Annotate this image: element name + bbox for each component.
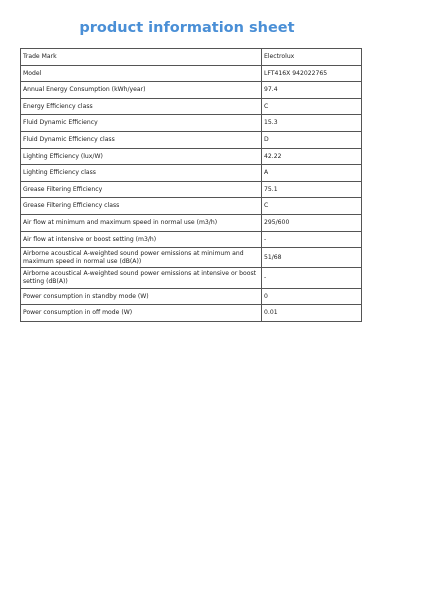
row-label: Energy Efficiency class (21, 98, 262, 115)
table-row (21, 268, 362, 288)
table-row (21, 82, 362, 99)
row-value: - (262, 268, 362, 288)
row-label: Grease Filtering Efficiency (21, 181, 262, 198)
row-value: 97.4 (262, 82, 362, 99)
row-label: Fluid Dynamic Efficiency (21, 115, 262, 132)
row-value: 295/600 (262, 214, 362, 231)
table-row (21, 198, 362, 215)
row-label: Airborne acoustical A-weighted sound power emissions at minimum and maximum speed in normal use (dB(A)) (21, 248, 262, 268)
row-value: 51/68 (262, 248, 362, 268)
row-label: Annual Energy Consumption (kWh/year) (21, 82, 262, 99)
row-value: - (262, 231, 362, 248)
table-row (21, 305, 362, 322)
row-label: Trade Mark (21, 49, 262, 66)
table-row (21, 181, 362, 198)
row-label: Grease Filtering Efficiency class (21, 198, 262, 215)
table-row (21, 131, 362, 148)
table-row (21, 165, 362, 182)
row-value: C (262, 198, 362, 215)
row-value: Electrolux (262, 49, 362, 66)
table-row (21, 98, 362, 115)
row-value: 42.22 (262, 148, 362, 165)
row-label: Lighting Efficiency class (21, 165, 262, 182)
row-value: 0.01 (262, 305, 362, 322)
row-label: Airborne acoustical A-weighted sound power emissions at intensive or boost setting (dB(A)) (21, 268, 262, 288)
row-label: Fluid Dynamic Efficiency class (21, 131, 262, 148)
row-value: LFT416X 942022765 (262, 65, 362, 82)
row-value: A (262, 165, 362, 182)
table-row (21, 115, 362, 132)
product-info-table (20, 48, 362, 322)
table-row (21, 148, 362, 165)
row-value: 0 (262, 288, 362, 305)
row-value: 15.3 (262, 115, 362, 132)
table-row (21, 49, 362, 66)
row-value: D (262, 131, 362, 148)
row-label: Power consumption in off mode (W) (21, 305, 262, 322)
table-row (21, 214, 362, 231)
row-value: 75.1 (262, 181, 362, 198)
row-label: Air flow at minimum and maximum speed in normal use (m3/h) (21, 214, 262, 231)
row-label: Lighting Efficiency (lux/W) (21, 148, 262, 165)
table-row (21, 65, 362, 82)
row-value: C (262, 98, 362, 115)
row-label: Power consumption in standby mode (W) (21, 288, 262, 305)
table-row (21, 231, 362, 248)
row-label: Model (21, 65, 262, 82)
row-label: Air flow at intensive or boost setting (m3/h) (21, 231, 262, 248)
table-row (21, 288, 362, 305)
table-row (21, 248, 362, 268)
page-title: product information sheet (79, 20, 295, 36)
